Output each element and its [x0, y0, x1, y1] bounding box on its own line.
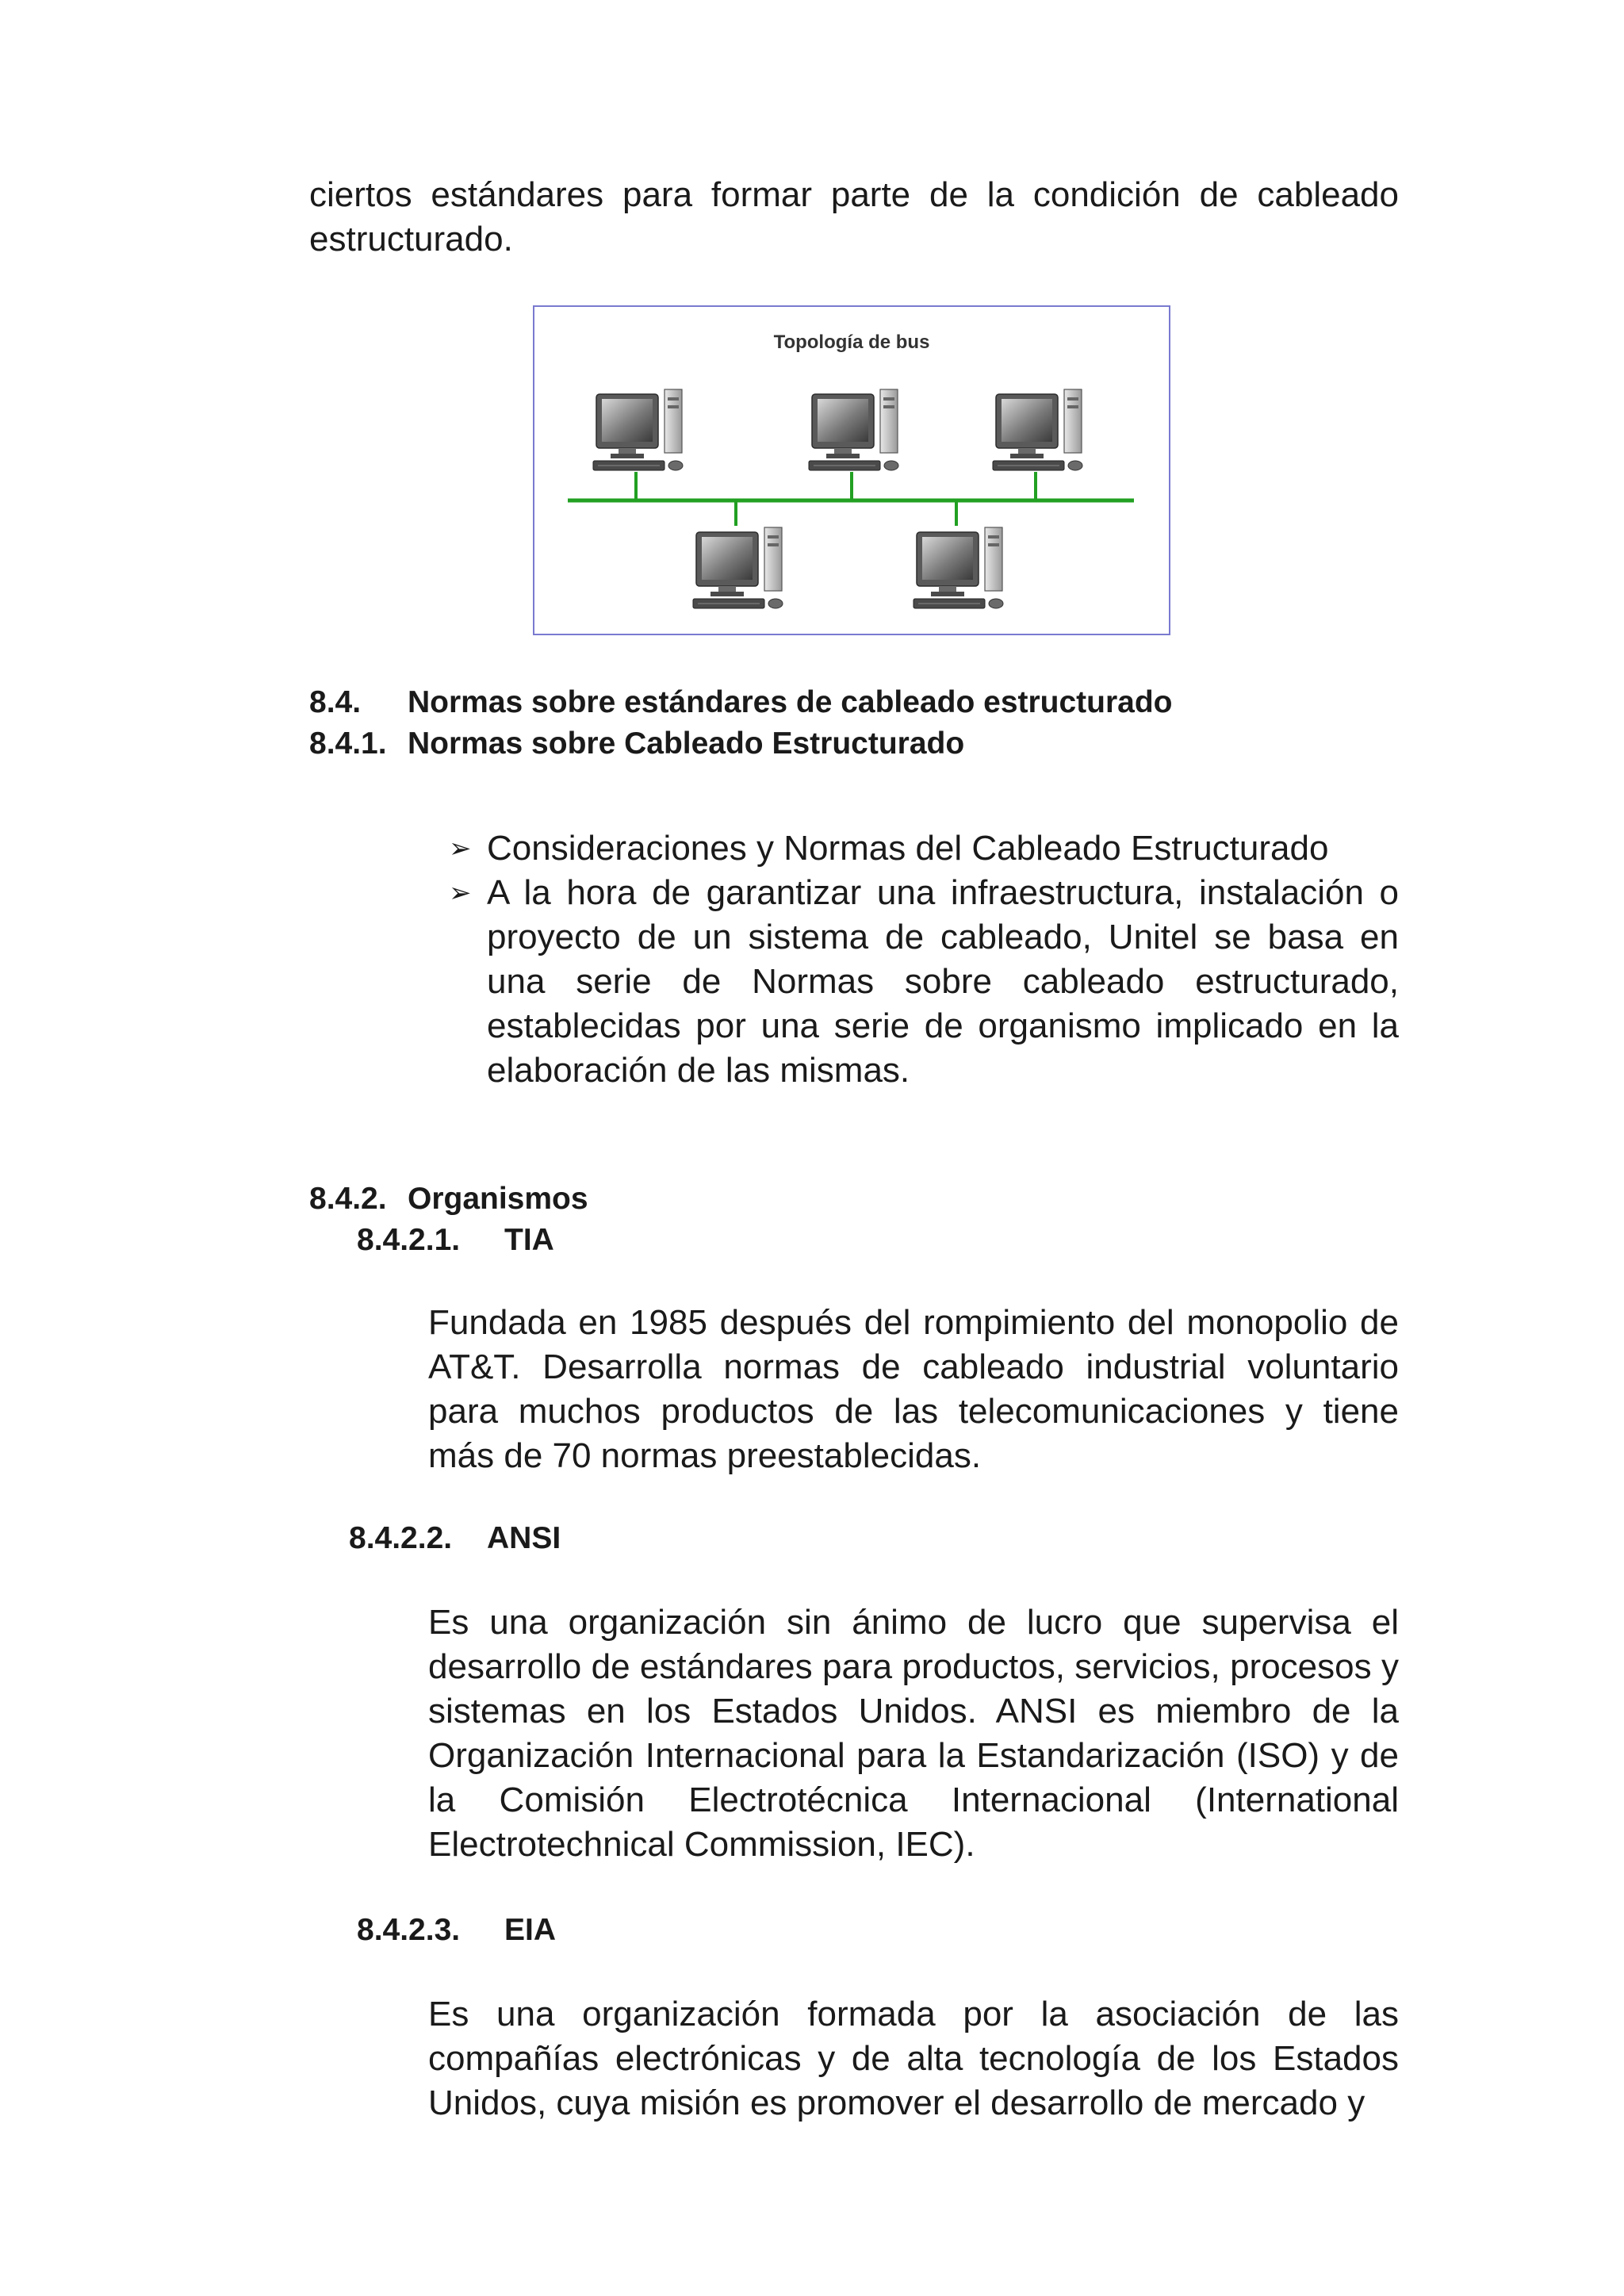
heading-8-4-2-2 — [349, 1520, 561, 1558]
ansi-paragraph: Es una organización sin ánimo de lucro que supervisa el desarrollo de estándares para productos, servicios, procesos y sistemas en los Estados Unidos. ANSI es miembro de la Organización Internacional para la Estandarización (ISO) y de la Comisión Electrotécnica Internacional (International Electrotechnical Commission, IEC). — [428, 1603, 1399, 1864]
heading-title: Normas sobre Cableado Estructurado — [408, 726, 965, 761]
heading-8-4-2-3 — [357, 1911, 556, 1949]
intro-paragraph: ciertos estándares para formar parte de la condición de cableado estructurado. — [309, 175, 1399, 259]
arrow-bullet-icon: ➢ — [449, 878, 472, 908]
heading-8-4-2-1 — [357, 1221, 554, 1259]
heading-title: TIA — [504, 1223, 554, 1257]
heading-title: ANSI — [487, 1521, 561, 1555]
bus-topology-diagram — [534, 307, 1169, 634]
heading-number: 8.4.2.2. — [349, 1521, 453, 1555]
heading-number: 8.4.2. — [309, 1182, 387, 1216]
arrow-bullet-icon: ➢ — [449, 834, 472, 864]
bullet-list — [449, 826, 1399, 1093]
heading-title: Organismos — [408, 1182, 588, 1216]
list-item — [449, 871, 1399, 1093]
bus-topology-figure — [533, 305, 1170, 635]
heading-number: 8.4.1. — [309, 726, 387, 761]
heading-title: EIA — [504, 1913, 557, 1947]
list-item-text: A la hora de garantizar una infraestructura, instalación o proyecto de un sistema de cableado, Unitel se basa en una serie de Normas sobre cableado estructurado, establecidas por una serie de organismo implicado en la elaboración de las mismas. — [487, 873, 1399, 1090]
tia-paragraph: Fundada en 1985 después del rompimiento del monopolio de AT&T. Desarrolla normas de cableado industrial voluntario para muchos productos de las telecomunicaciones y tiene más de 70 normas preestablecidas. — [428, 1303, 1399, 1475]
list-item-text: Consideraciones y Normas del Cableado Estructurado — [487, 829, 1329, 868]
list-item — [449, 826, 1399, 871]
computer-icon — [914, 527, 1003, 608]
computer-icon — [809, 389, 898, 470]
heading-8-4-1 — [309, 725, 964, 763]
heading-number: 8.4.2.3. — [357, 1913, 461, 1947]
heading-number: 8.4.2.1. — [357, 1223, 461, 1257]
heading-8-4-2 — [309, 1180, 588, 1218]
heading-title: Normas sobre estándares de cableado estructurado — [408, 685, 1173, 719]
computer-icon — [593, 389, 683, 470]
heading-number: 8.4. — [309, 685, 362, 719]
eia-paragraph: Es una organización formada por la asociación de las compañías electrónicas y de alta tecnología de los Estados Unidos, cuya misión es promover el desarrollo de mercado y — [428, 1995, 1399, 2122]
computer-icon — [693, 527, 783, 608]
heading-8-4 — [309, 684, 1173, 722]
figure-title: Topología de bus — [773, 332, 930, 353]
computer-icon — [993, 389, 1082, 470]
